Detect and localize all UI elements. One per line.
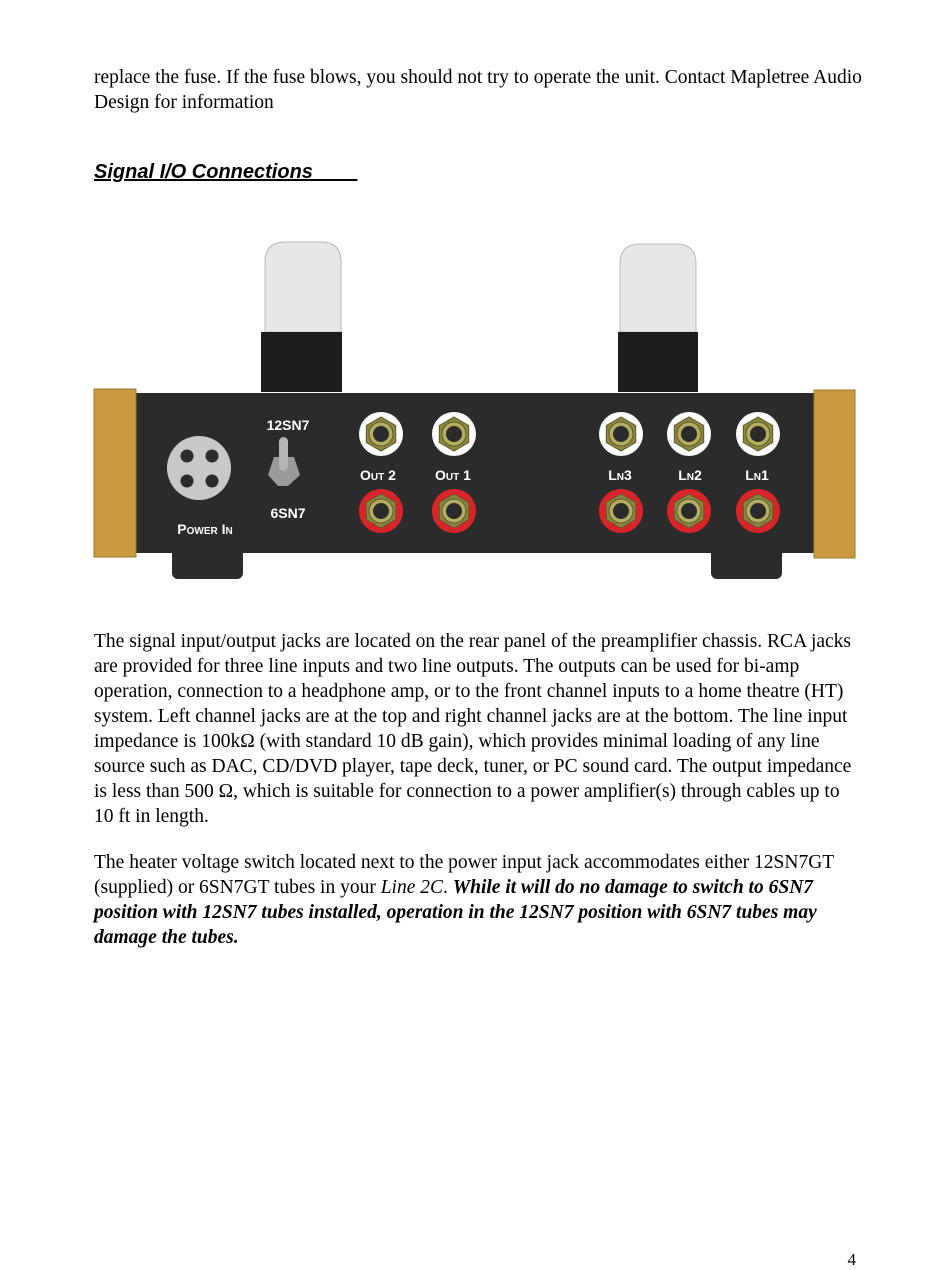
label-ln3: Ln3 xyxy=(608,467,632,483)
product-name: Line 2C xyxy=(380,877,444,898)
rca-jack-ln1-left[interactable] xyxy=(736,412,780,456)
rear-panel-diagram xyxy=(0,0,950,600)
intro-text: replace the fuse. If the fuse blows, you should not try to operate the unit. Contact Mapletree Audio Design for information xyxy=(94,67,862,113)
rca-jack-out1-right[interactable] xyxy=(432,489,476,533)
rca-jack-out2-left[interactable] xyxy=(359,412,403,456)
label-power-in: Power In xyxy=(177,521,233,537)
section-heading: Signal I/O Connections____ xyxy=(94,161,358,183)
rca-jack-ln2-right[interactable] xyxy=(667,489,711,533)
label-out2: Out 2 xyxy=(360,467,396,483)
paragraph-heater-switch xyxy=(94,850,854,950)
paragraph-io-description: The signal input/output jacks are located on the rear panel of the preamplifier chassis. RCA jacks are provided for three line inputs and two line outputs. The outputs can be used for bi-amp operation, connection to a headphone amp, or to the front channel inputs to a home theatre (HT) system. Left channel jacks are at the top and right channel jacks are at the bottom. The line input impedance is 100kΩ (with standard 10 dB gain), which provides minimal loading of any line source such as DAC, CD/DVD player, tape deck, tuner, or PC sound card. The output impedance is less than 500 Ω, which is suitable for connection to a power amplifier(s) through cables up to 10 ft in length. xyxy=(94,631,852,827)
paragraph2-dot: . xyxy=(443,877,453,898)
tube-right xyxy=(618,244,698,392)
label-out1: Out 1 xyxy=(435,467,471,483)
rca-jack-out2-right[interactable] xyxy=(359,489,403,533)
label-ln1: Ln1 xyxy=(745,467,769,483)
paragraph2-text: The heater voltage switch located next to the power input jack accommodates either 12SN7GT (supplied) or 6SN7GT tubes in your xyxy=(94,852,834,898)
page-number: 4 xyxy=(847,1250,856,1269)
rca-jack-ln1-right[interactable] xyxy=(736,489,780,533)
label-switch-12sn7: 12SN7 xyxy=(266,417,310,433)
rca-jack-ln3-left[interactable] xyxy=(599,412,643,456)
rca-jack-ln2-left[interactable] xyxy=(667,412,711,456)
end-cap-left xyxy=(94,389,136,557)
label-ln2: Ln2 xyxy=(678,467,702,483)
tube-left xyxy=(261,242,342,392)
rca-jack-out1-left[interactable] xyxy=(432,412,476,456)
chassis xyxy=(134,393,816,553)
rca-jack-ln3-right[interactable] xyxy=(599,489,643,533)
power-connector xyxy=(167,436,231,500)
tube-warning: While it will do no damage to switch to 6SN7 position with 12SN7 tubes installed, operation in the 12SN7 position with 6SN7 tubes may damage the tubes. xyxy=(94,877,817,948)
label-switch-6sn7: 6SN7 xyxy=(270,505,306,521)
end-cap-right xyxy=(814,390,855,558)
